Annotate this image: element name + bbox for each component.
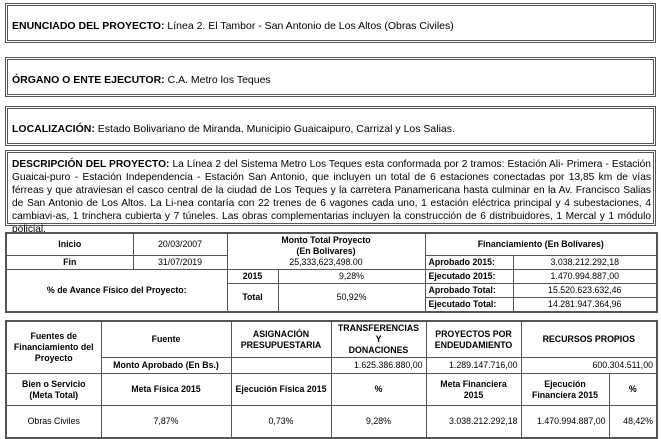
meta-fisica-value: 7,87% xyxy=(101,406,231,438)
pct1-header: % xyxy=(331,374,426,406)
transferencias-value: 1.625.386.880,00 xyxy=(331,358,426,374)
pct2-header: % xyxy=(609,374,657,406)
pct1-value: 9,28% xyxy=(331,406,426,438)
fin-row-label: Ejecutado 2015: xyxy=(425,270,513,284)
recursos-value: 600.304.511,00 xyxy=(521,358,657,374)
bien-value: Obras Civiles xyxy=(6,406,101,438)
ejec-fisica-header: Ejecución Física 2015 xyxy=(231,374,331,406)
fin-row-value: 3.038.212.292,18 xyxy=(513,255,657,269)
localizacion-label: LOCALIZACIÓN: xyxy=(12,123,95,135)
avance-year-label: 2015 xyxy=(227,270,278,284)
fuente-header: Fuente xyxy=(101,321,231,358)
meta-fin-value: 3.038.212.292,18 xyxy=(426,406,521,438)
asignacion-header: ASIGNACIÓN PRESUPUESTARIA xyxy=(231,321,331,358)
localizacion-value: Estado Bolivariano de Miranda, Municipio Guaicaipuro, Carrizal y Los Salias. xyxy=(97,123,455,135)
resumen-table xyxy=(5,232,658,313)
monto-aprobado-label: Monto Aprobado (En Bs.) xyxy=(101,358,231,374)
fin-row-label: Aprobado 2015: xyxy=(425,255,513,269)
monto-total-cell xyxy=(227,233,425,270)
enunciado-value: Línea 2. El Tambor - San Antonio de Los Altos (Obras Civiles) xyxy=(167,20,454,32)
monto-total-label: Monto Total Proyecto (En Bolivares) xyxy=(281,235,371,256)
enunciado-box xyxy=(5,3,656,43)
fuentes-header: Fuentes de Financiamiento del Proyecto xyxy=(6,321,101,374)
proyectos-value: 1.289.147.716,00 xyxy=(426,358,521,374)
organo-value: C.A. Metro los Teques xyxy=(167,74,271,86)
avance-label: % de Avance Físico del Proyecto: xyxy=(6,270,227,313)
pct2-value: 48,42% xyxy=(609,406,657,438)
ejec-fisica-value: 0,73% xyxy=(231,406,331,438)
fin-row-value: 14.281.947.364,96 xyxy=(513,298,657,313)
proyectos-header: PROYECTOS POR ENDEUDAMIENTO xyxy=(426,321,521,358)
avance-total-value: 50,92% xyxy=(278,284,425,313)
bien-header: Bien o Servicio (Meta Total) xyxy=(6,374,101,406)
fin-row-value: 15.520.623.632,46 xyxy=(513,284,657,298)
meta-fisica-header: Meta Física 2015 xyxy=(101,374,231,406)
meta-fin-header: Meta Financiera 2015 xyxy=(426,374,521,406)
recursos-header: RECURSOS PROPIOS xyxy=(521,321,657,358)
ejec-fin-header: Ejecución Financiera 2015 xyxy=(521,374,609,406)
monto-total-value: 25,333,623,498.00 xyxy=(289,257,363,267)
organo-box xyxy=(5,57,656,97)
table-row xyxy=(6,406,657,438)
inicio-value: 20/03/2007 xyxy=(133,233,227,255)
fin-row-label: Aprobado Total: xyxy=(425,284,513,298)
inicio-label: Inicio xyxy=(6,233,133,255)
asignacion-value xyxy=(231,358,331,374)
descripcion-label: DESCRIPCIÓN DEL PROYECTO: xyxy=(12,159,170,170)
financiamiento-header: Financiamiento (En Bolivares) xyxy=(425,233,657,255)
fin-label: Fin xyxy=(6,255,133,269)
organo-label: ÓRGANO O ENTE EJECUTOR: xyxy=(12,74,165,86)
fuentes-table xyxy=(5,320,658,439)
localizacion-box xyxy=(5,106,656,146)
enunciado-label: ENUNCIADO DEL PROYECTO: xyxy=(12,20,165,32)
descripcion-value: La Línea 2 del Sistema Metro Los Teques esta conformada por 2 tramos: Estación Ali- Primera - Estación Guaicai-puro - Estación Independencia - Estación San Antonio, que incluyen un total de 6 estaciones conectadas por 13,85 km de vías férreas y que atraviesan el casco central de la ciudad de Los Teques y la carretera Panamericana hasta culminar en la Av. Francisco Salias de San Antonio de Los Altos. La Li-nea contaría con 22 trenes de 6 vagones cada uno, 1 estación eléctrica principal y 4 subestaciones, 4 cambiavi-as, 1 trinchera cubierta y 7 túneles. Las obras complementarias incluyen la construcción de 6 distribuidores, 1 Mercal y 1 módulo policial. xyxy=(12,159,651,235)
fin-row-value: 1.470.994.887,00 xyxy=(513,270,657,284)
descripcion-box xyxy=(5,150,656,235)
transferencias-header: TRANSFERENCIAS Y DONACIONES xyxy=(331,321,426,358)
ejec-fin-value: 1.470.994.887,00 xyxy=(521,406,609,438)
avance-year-value: 9,28% xyxy=(278,270,425,284)
fin-row-label: Ejecutado Total: xyxy=(425,298,513,313)
avance-total-label: Total xyxy=(227,284,278,313)
fin-value: 31/07/2019 xyxy=(133,255,227,269)
